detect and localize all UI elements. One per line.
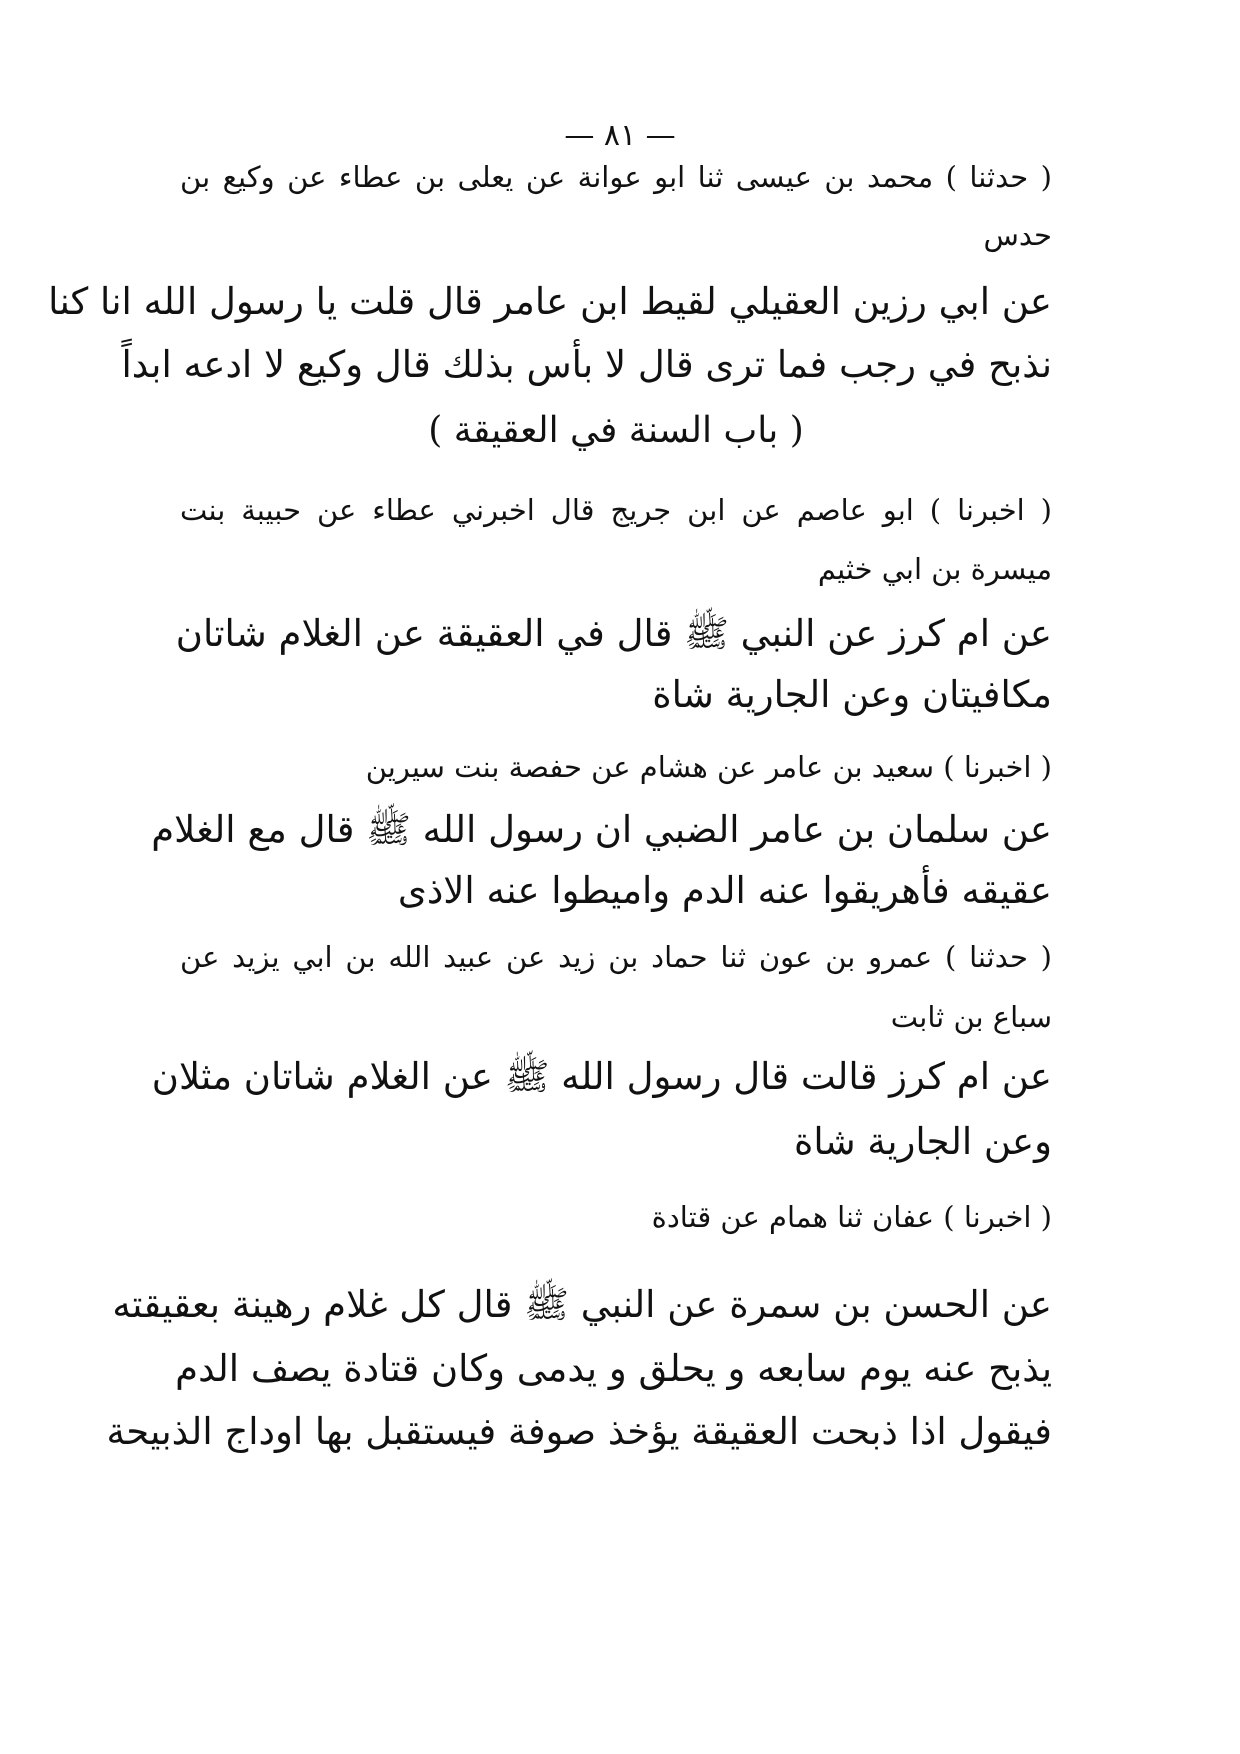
text-line-isnad: ( اخبرنا ) سعيد بن عامر عن هشام عن حفصة بنت سيرين xyxy=(365,750,1052,784)
text-line-matn: عن الحسن بن سمرة عن النبي ﷺ قال كل غلام رهينة بعقيقته xyxy=(112,1283,1052,1326)
text-line-matn: نذبح في رجب فما ترى قال لا بأس بذلك قال وكيع لا ادعه ابداً xyxy=(121,343,1052,386)
text-line-matn: عن ام كرز عن النبي ﷺ قال في العقيقة عن الغلام شاتان xyxy=(175,612,1052,655)
text-line-matn: يذبح عنه يوم سابعه و يحلق و يدمى وكان قتادة يصف الدم xyxy=(175,1347,1052,1390)
text-line-isnad: ( حدثنا ) محمد بن عيسى ثنا ابو عوانة عن يعلى بن عطاء عن وكيع بن xyxy=(180,160,1052,194)
text-line-matn: وعن الجارية شاة xyxy=(793,1120,1052,1163)
text-line-isnad: سباع بن ثابت xyxy=(890,1000,1052,1034)
page-number: — ٨١ — xyxy=(564,118,676,153)
text-line-matn: فيقول اذا ذبحت العقيقة يؤخذ صوفة فيستقبل بها اوداج الذبيحة xyxy=(106,1410,1052,1453)
text-line-matn: عقيقه فأهريقوا عنه الدم واميطوا عنه الاذى xyxy=(397,869,1052,912)
text-line-matn: عن ام كرز قالت قال رسول الله ﷺ عن الغلام شاتان مثلان xyxy=(151,1055,1052,1098)
text-line-isnad: ميسرة بن ابي خثيم xyxy=(817,552,1052,586)
text-line-matn: عن ابي رزين العقيلي لقيط ابن عامر قال قلت يا رسول الله انا كنا xyxy=(48,280,1052,323)
text-line-isnad: ( اخبرنا ) ابو عاصم عن ابن جريج قال اخبرني عطاء عن حبيبة بنت xyxy=(180,493,1052,527)
text-line-isnad: ( اخبرنا ) عفان ثنا همام عن قتادة xyxy=(651,1200,1052,1234)
text-line-isnad: حدس xyxy=(983,218,1052,252)
text-line-matn: عن سلمان بن عامر الضبي ان رسول الله ﷺ قال مع الغلام xyxy=(151,808,1052,851)
section-heading: ( باب السنة في العقيقة ) xyxy=(428,410,804,451)
text-line-isnad: ( حدثنا ) عمرو بن عون ثنا حماد بن زيد عن عبيد الله بن ابي يزيد عن xyxy=(180,940,1052,974)
text-line-matn: مكافيتان وعن الجارية شاة xyxy=(652,673,1052,716)
